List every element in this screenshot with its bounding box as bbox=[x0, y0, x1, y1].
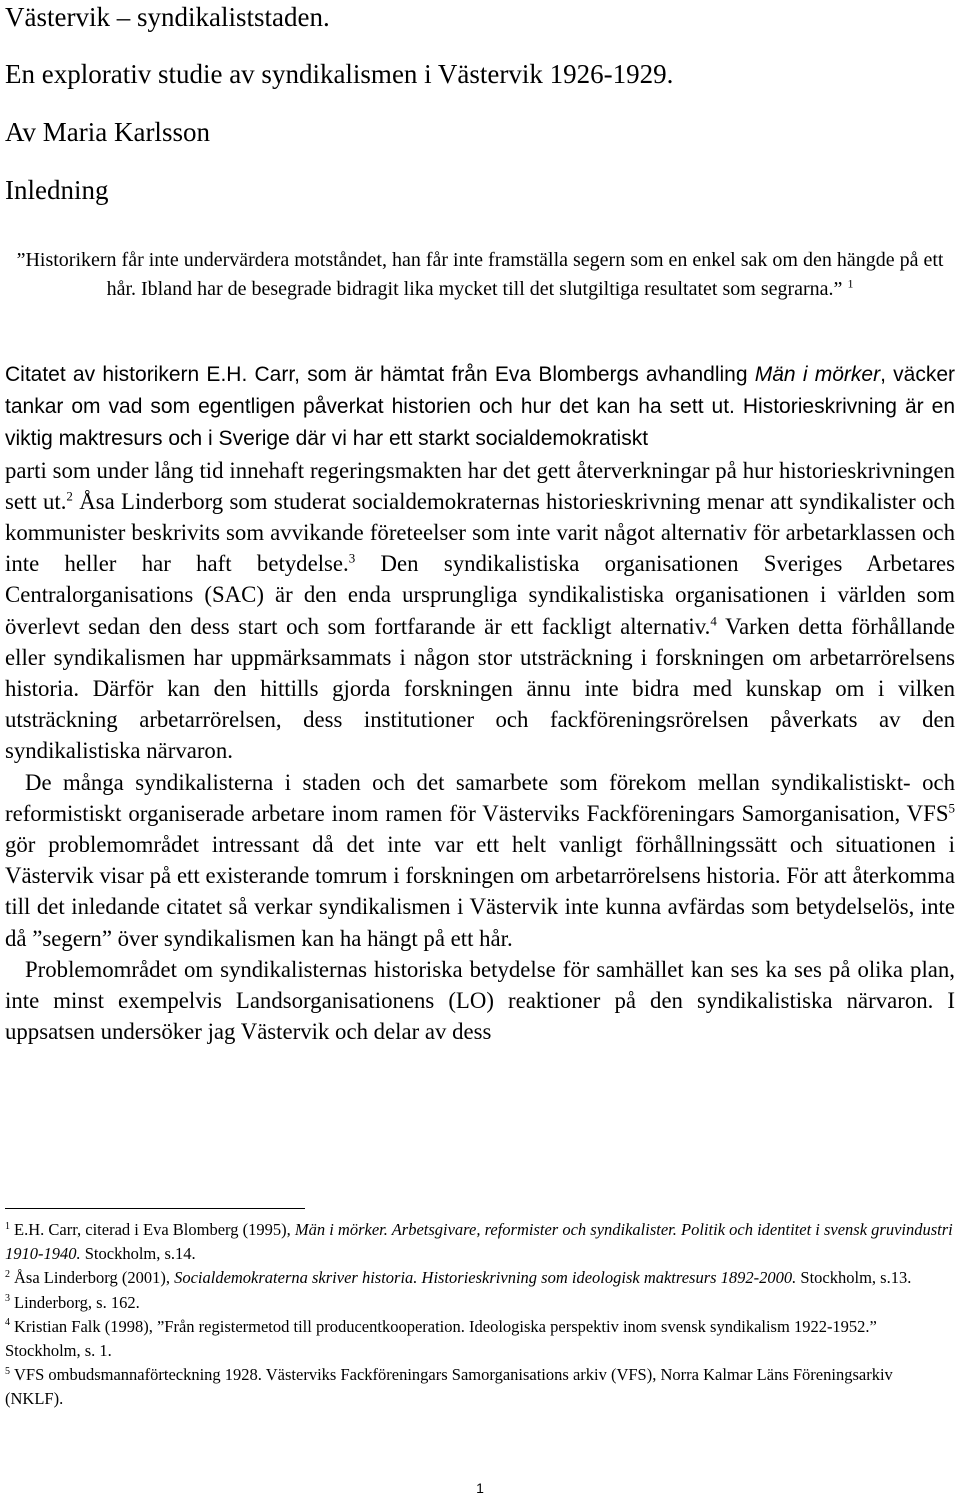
paragraph-text: parti som under lång tid innehaft regeringsmakten har det gett återverkningar på hur historieskrivningen sett ut. bbox=[5, 457, 955, 514]
paragraph-text: Varken detta förhållande eller syndikalismen har uppmärksammats i någon stor utsträckning i forskningen om arbetarrörelsens historia. Därför kan den hittills gjorda forskningen ännu inte bidra med kunskap om i vilken utsträckning arbetarrörelsen, dess institutioner och fackföreningsrörelsen påverkats av den syndikalistiska närvaron. bbox=[5, 613, 955, 764]
quote-text: ”Historikern får inte undervärdera motståndet, han får inte framställa segern som en enkel sak om den hängde på ett hår. Ibland har de besegrade bidragit lika mycket till det slutgiltiga resultatet som segrarna.” bbox=[16, 249, 944, 300]
document-title: Västervik – syndikaliststaden. bbox=[5, 2, 330, 32]
footnote bbox=[5, 1218, 955, 1266]
footnote bbox=[5, 1266, 955, 1290]
footnote-text: Stockholm, s.13. bbox=[796, 1268, 912, 1288]
footnote-ref[interactable]: 5 bbox=[948, 800, 955, 816]
paragraph bbox=[5, 455, 955, 767]
footnote bbox=[5, 1315, 955, 1363]
footnote-ref[interactable]: 1 bbox=[847, 276, 854, 291]
footnote-ref[interactable]: 3 bbox=[348, 550, 356, 566]
footnotes bbox=[5, 1218, 955, 1412]
paragraph-text: Citatet av historikern E.H. Carr, som är hämtat från Eva Blombergs avhandling bbox=[5, 363, 755, 386]
footnote-title: Män i mörker. Arbetsgivare, reformister och syndikalister. Politik och identitet i svensk gruvindustri 1910-1940. bbox=[5, 1220, 953, 1264]
footnote-number: 5 bbox=[5, 1365, 10, 1377]
footnote-ref[interactable]: 2 bbox=[66, 488, 73, 504]
paragraph-text: Den syndikalistiska organisationen Sveriges Arbetares Centralorganisations (SAC) är den enda ursprungliga syndikalistiska organisationen i världen som överlevt sedan den dess start och som fortfarande är ett fackligt alternativ. bbox=[5, 551, 955, 639]
opening-quote bbox=[5, 246, 955, 304]
footnote bbox=[5, 1291, 955, 1315]
paragraph-text: De många syndikalisterna i staden och det samarbete som förekom mellan syndikalistiskt- och reformistiskt organiserade arbetare inom ramen för Västerviks Fackföreningars Samorganisation, VFS bbox=[5, 769, 955, 826]
paragraph-text: gör problemområdet intressant då det inte var ett helt vanligt förhållningssätt och situationen i Västervik visar på ett existerande tomrum i forskningen om arbetarrörelsens historia. För att återkomma till det inledande citatet så verkar syndikalismen i Västervik inte kunna avfärdas som betydelselös, inte då ”segern” över syndikalismen kan ha hängt på ett hår. bbox=[5, 832, 955, 951]
paragraph bbox=[5, 767, 955, 954]
footnote-number: 2 bbox=[5, 1268, 10, 1280]
book-title: Män i mörker bbox=[754, 363, 881, 386]
footnote-text: E.H. Carr, citerad i Eva Blomberg (1995), bbox=[14, 1220, 295, 1239]
footnote-number: 4 bbox=[5, 1317, 10, 1329]
paragraph-text: Åsa Linderborg som studerat socialdemokraternas historieskrivning menar att syndikalister och kommunister beskrivits som avvikande företeelser som inte varit något alternativ för arbetarklassen och inte heller har haft betydelse. bbox=[5, 488, 955, 577]
footnote-ref[interactable]: 4 bbox=[710, 613, 717, 629]
document-subtitle: En explorativ studie av syndikalismen i Västervik 1926-1929. bbox=[5, 59, 674, 89]
footnote-divider bbox=[5, 1208, 305, 1209]
footnote-text: VFS ombudsmannaförteckning 1928. Västerviks Fackföreningars Samorganisations arkiv (VFS), Norra Kalmar Läns Föreningsarkiv (NKLF). bbox=[5, 1365, 893, 1409]
author-line: Av Maria Karlsson bbox=[5, 117, 210, 147]
paragraph-text: , väcker tankar om vad som egentligen påverkat historien och hur det kan ha sett ut. Historieskrivning är en viktig maktresurs och i Sverige där vi har ett starkt socialdemokratiskt bbox=[5, 363, 955, 451]
footnote bbox=[5, 1363, 955, 1411]
section-heading: Inledning bbox=[5, 175, 109, 205]
paragraph-text: Problemområdet om syndikalisternas historiska betydelse för samhället kan ses ka ses på olika plan, inte minst exempelvis Landsorganisationens (LO) reaktioner på den syndikalistiska närvaron. I uppsatsen undersöker jag Västervik och delar av dess bbox=[5, 956, 955, 1045]
page-number: 1 bbox=[476, 1480, 484, 1496]
paragraph bbox=[5, 358, 955, 455]
footnote-title: Socialdemokraterna skriver historia. Historieskrivning som ideologisk maktresurs 1892-2000. bbox=[174, 1268, 797, 1288]
footnote-number: 1 bbox=[5, 1220, 10, 1232]
paragraph bbox=[5, 954, 955, 1048]
body-text bbox=[5, 358, 955, 1047]
footnote-text: Stockholm, s.14. bbox=[80, 1244, 196, 1264]
footnote-text: Kristian Falk (1998), ”Från registermetod till producentkooperation. Ideologiska perspektiv inom svensk syndikalism 1922-1952.” Stockholm, s. 1. bbox=[5, 1316, 877, 1361]
footnote-number: 3 bbox=[5, 1293, 10, 1305]
footnote-text: Linderborg, s. 162. bbox=[14, 1292, 140, 1312]
footnote-text: Åsa Linderborg (2001), bbox=[14, 1268, 175, 1288]
